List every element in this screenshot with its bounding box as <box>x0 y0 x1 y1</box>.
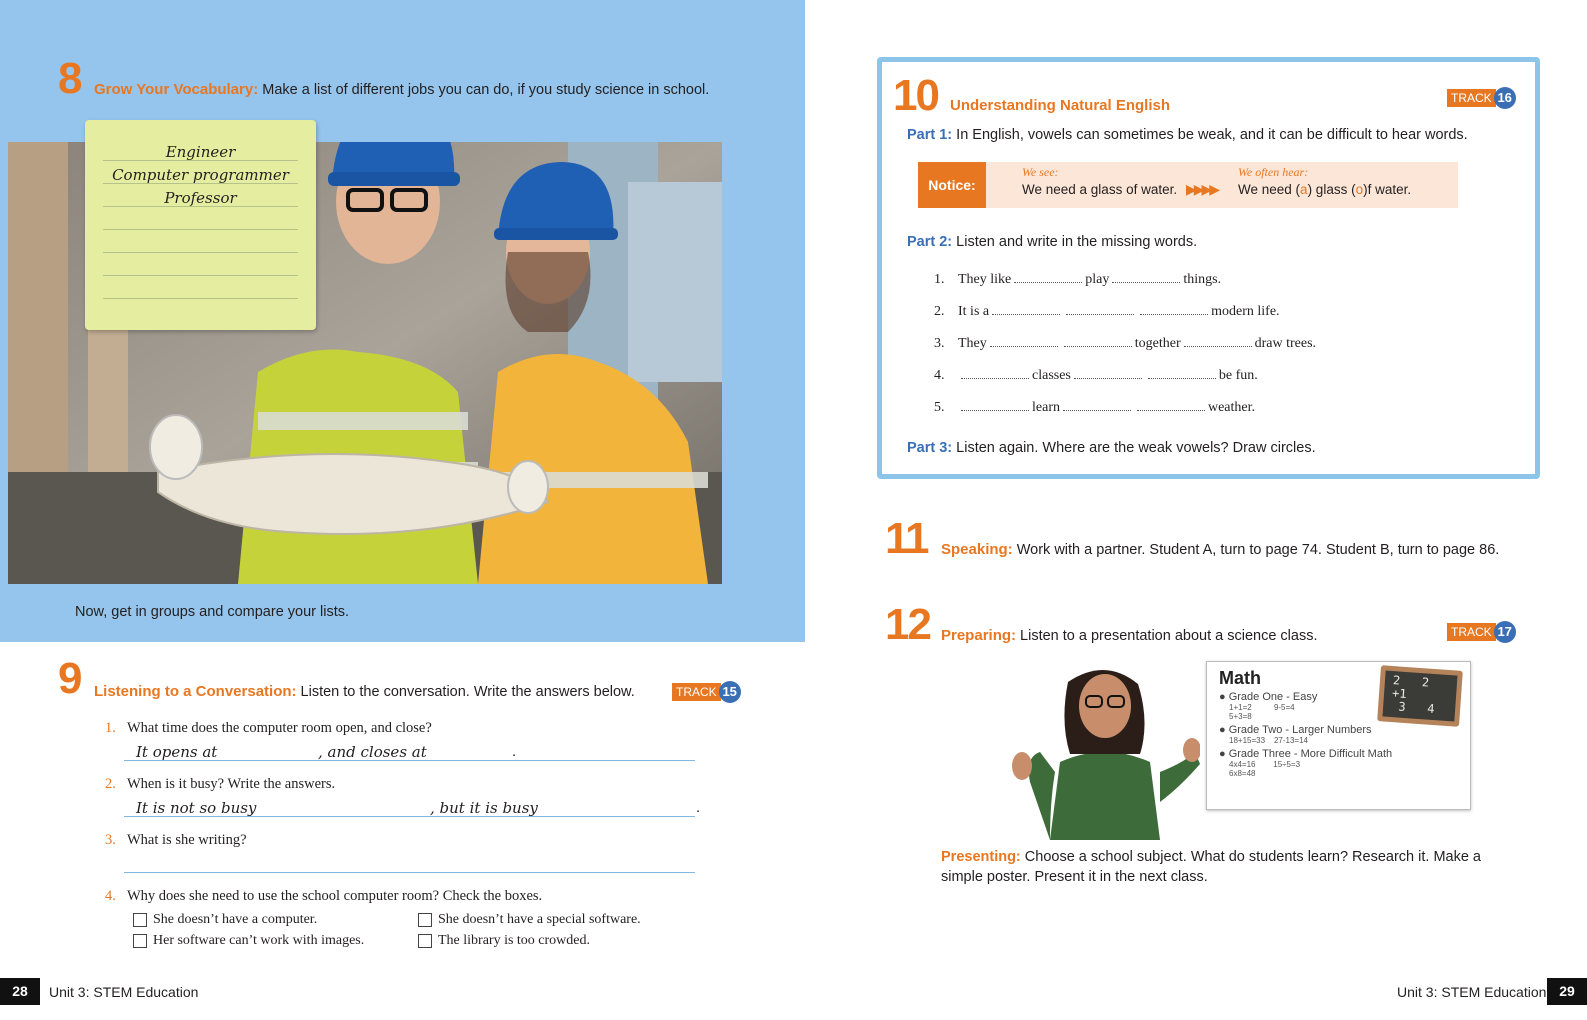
checkbox-option-4[interactable]: The library is too crowded. <box>418 933 590 949</box>
presenting: Presenting: Choose a school subject. What do students learn? Research it. Make a simple poster. Present it in the next class. <box>941 849 1481 885</box>
track-17[interactable] <box>1447 621 1516 643</box>
grade-three-examples: 4x4=16 15÷5=3 6x8=48 <box>1229 760 1301 778</box>
notice-label: Notice: <box>918 162 986 208</box>
part1: Part 1: In English, vowels can sometimes be weak, and it can be difficult to hear words. <box>907 127 1468 143</box>
exercise-3: 3. They together draw trees. <box>934 336 1317 351</box>
question-4: 4. Why does she need to use the school computer room? Check the boxes. <box>105 888 543 904</box>
note-line-blank <box>103 276 298 299</box>
activity9-instruction: Listen to the conversation. Write the answers below. <box>300 684 635 700</box>
blank[interactable] <box>1140 303 1208 315</box>
track-15[interactable] <box>672 681 741 703</box>
track-number: 15 <box>719 681 741 703</box>
unit-label-left: Unit 3: STEM Education <box>49 984 199 1000</box>
note-item-3: Professor <box>103 184 298 207</box>
blank[interactable] <box>1112 271 1180 283</box>
grade-one: ● Grade One - Easy <box>1219 691 1318 703</box>
note-line-blank <box>103 207 298 230</box>
checkbox-option-1[interactable]: She doesn’t have a computer. <box>133 912 317 928</box>
track-number: 16 <box>1494 87 1516 109</box>
answer-line-1[interactable]: It opens at , and closes at . <box>124 739 695 761</box>
exercise-2: 2. It is a modern life. <box>934 304 1280 319</box>
activity9-heading <box>94 683 635 700</box>
activity9-number: 9 <box>58 654 81 703</box>
activity12-number: 12 <box>885 600 930 649</box>
presenter-illustration <box>1010 662 1200 840</box>
activity8-footer-text: Now, get in groups and compare your lists. <box>75 604 350 620</box>
track-16[interactable] <box>1447 87 1516 109</box>
activity8-heading <box>94 81 709 98</box>
blank[interactable] <box>1063 399 1131 411</box>
checkbox[interactable] <box>418 913 432 927</box>
question-1: 1. What time does the computer room open, and close? <box>105 720 432 736</box>
blank[interactable] <box>961 399 1029 411</box>
blank[interactable] <box>1148 367 1216 379</box>
grade-three: ● Grade Three - More Difficult Math <box>1219 748 1393 760</box>
note-item-1: Engineer <box>103 138 298 161</box>
answer-line-3[interactable] <box>124 851 695 873</box>
page-number-left: 28 <box>0 978 40 1005</box>
activity8-title: Grow Your Vocabulary: <box>94 81 259 98</box>
activity10-title: Understanding Natural English <box>950 97 1171 114</box>
activity9-title: Listening to a Conversation: <box>94 683 297 700</box>
part2: Part 2: Listen and write in the missing words. <box>907 234 1198 250</box>
track-label: TRACK <box>672 683 721 701</box>
activity10-number: 10 <box>893 71 938 120</box>
math-card-title: Math <box>1219 668 1261 688</box>
we-see-label: We see: <box>1022 165 1059 179</box>
question-2: 2. When is it busy? Write the answers. <box>105 776 336 792</box>
blank[interactable] <box>1137 399 1205 411</box>
question-3: 3. What is she writing? <box>105 832 247 848</box>
blank[interactable] <box>990 335 1058 347</box>
checkbox-option-3[interactable]: Her software can’t work with images. <box>133 933 364 949</box>
blank[interactable] <box>1064 335 1132 347</box>
exercise-1: 1. They like play things. <box>934 272 1222 287</box>
grade-two-examples: 18+15=33 27-13=14 <box>1229 736 1308 745</box>
track-label: TRACK <box>1447 89 1496 107</box>
note-item-2: Computer programmer <box>103 161 298 184</box>
blank[interactable] <box>1074 367 1142 379</box>
activity11-heading: Speaking: Work with a partner. Student A, turn to page 74. Student B, turn to page 86. <box>941 541 1500 558</box>
activity8-number: 8 <box>58 54 81 103</box>
page-number-right: 29 <box>1547 978 1587 1005</box>
chalkboard-icon: 2 2 +1 3 4 <box>1377 665 1463 727</box>
arrows-icon: ▶▶▶▶ <box>1186 181 1218 197</box>
we-hear-label: We often hear: <box>1238 165 1309 179</box>
note-line-blank <box>103 253 298 276</box>
note-line-blank <box>103 230 298 253</box>
track-number: 17 <box>1494 621 1516 643</box>
grade-two: ● Grade Two - Larger Numbers <box>1219 724 1372 736</box>
we-see-text: We need a glass of water. <box>1022 182 1178 197</box>
blank[interactable] <box>1066 303 1134 315</box>
activity8-instruction: Make a list of different jobs you can do, if you study science in school. <box>262 82 710 98</box>
blank[interactable] <box>1014 271 1082 283</box>
grade-one-examples: 1+1=2 9-5=4 5+3=8 <box>1229 703 1295 721</box>
track-label: TRACK <box>1447 623 1496 641</box>
answer-line-2[interactable]: It is not so busy , but it is busy . <box>124 795 695 817</box>
checkbox[interactable] <box>418 934 432 948</box>
blank[interactable] <box>992 303 1060 315</box>
activity12-heading: Preparing: Listen to a presentation about a science class. <box>941 627 1318 644</box>
checkbox[interactable] <box>133 934 147 948</box>
blank[interactable] <box>1184 335 1252 347</box>
checkbox-option-2[interactable]: She doesn’t have a special software. <box>418 912 641 928</box>
exercise-4: 4. classes be fun. <box>934 368 1258 383</box>
we-hear-text: We need (a) glass (o)f water. <box>1238 182 1412 197</box>
unit-label-right: Unit 3: STEM Education <box>1397 984 1547 1000</box>
checkbox[interactable] <box>133 913 147 927</box>
part3: Part 3: Listen again. Where are the weak vowels? Draw circles. <box>907 440 1316 456</box>
presenter-photo <box>1010 662 1200 840</box>
math-card <box>1206 661 1471 810</box>
activity11-number: 11 <box>885 514 928 563</box>
notice-box <box>918 162 1458 208</box>
blank[interactable] <box>961 367 1029 379</box>
vocabulary-note <box>85 120 316 330</box>
exercise-5: 5. learn weather. <box>934 400 1256 415</box>
